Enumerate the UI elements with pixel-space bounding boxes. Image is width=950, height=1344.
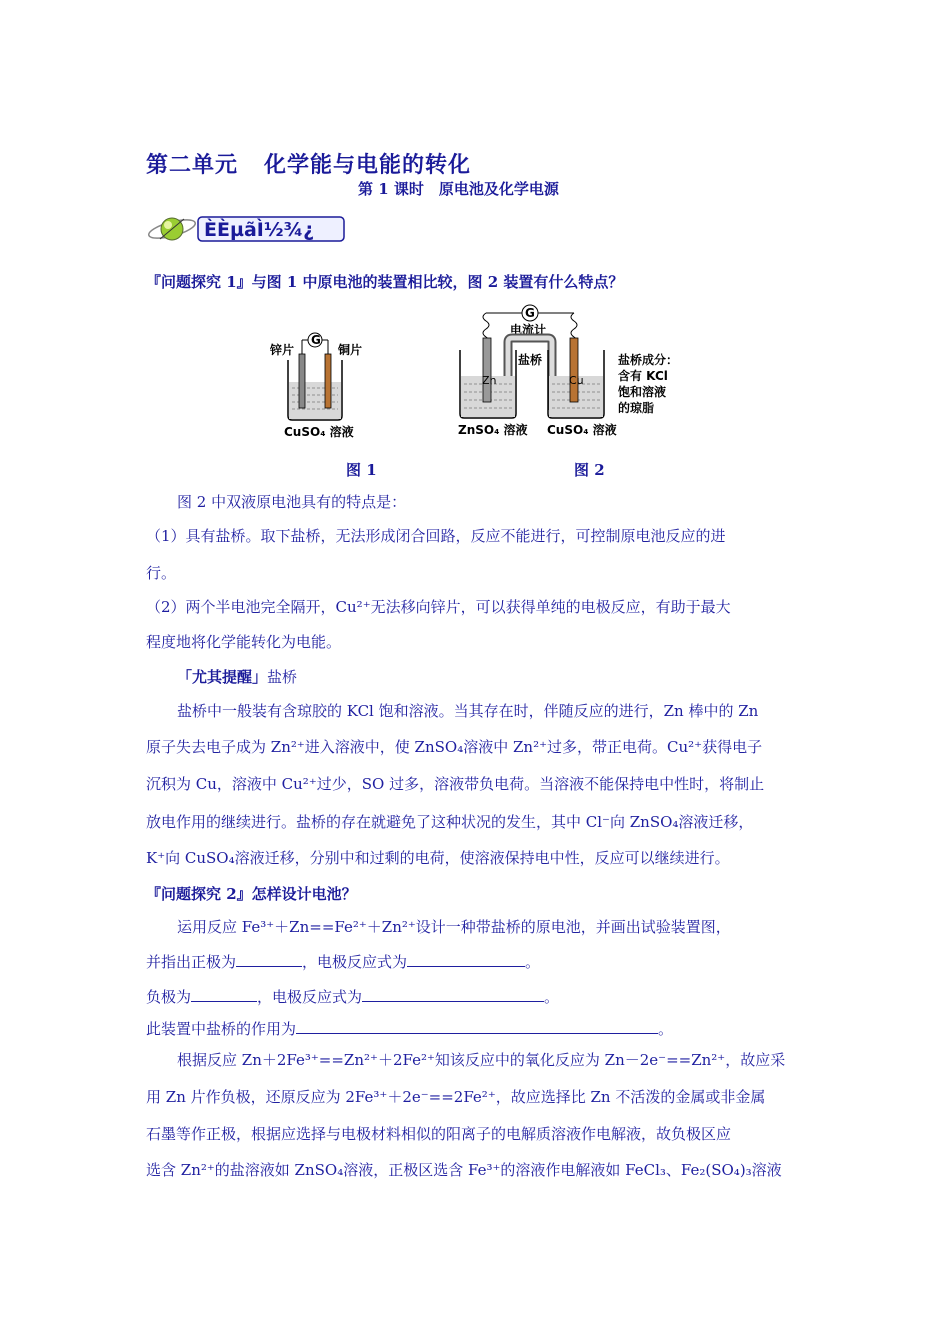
fig2-note-line-2: 含有 KCl [618,369,668,383]
answer-line: 选含 Zn²⁺的盐溶液如 ZnSO₄溶液，正极区选含 Fe³⁺的溶液作电解液如 FeCl₃、Fe₂(SO₄)₃溶液 [146,1161,782,1179]
lesson-title: 第 1 课时 原电池及化学电源 [358,180,559,198]
fig2-meter-label: G [525,306,535,320]
fig1-copper-label: 铜片 [338,343,363,357]
fill-text: 。 [658,1020,674,1038]
tip-topic: 盐桥 [267,668,298,686]
tip-line: 沉积为 Cu，溶液中 Cu²⁺过少，SO 过多，溶液带负电荷。当溶液不能保持电中性时，将制止 [146,775,765,793]
point-1-line-1: （1）具有盐桥。取下盐桥，无法形成闭合回路，反应不能进行，可控制原电池反应的进 [146,527,726,545]
tip-heading [177,667,297,687]
negative-reaction-blank[interactable] [362,985,544,1002]
unit-number: 第二单元 [146,152,239,178]
fig2-zinc-label: Zn [482,374,497,387]
answer-line: 石墨等作正极，根据应选择与电极材料相似的阳离子的电解质溶液作电解液，故负极区应 [146,1125,732,1143]
answer-line: 根据反应 Zn＋2Fe³⁺==Zn²⁺＋2Fe²⁺知该反应中的氧化反应为 Zn－2e⁻==Zn²⁺，故应采 [177,1051,786,1069]
negative-electrode-blank[interactable] [191,985,257,1002]
fig1-solution-label: CuSO₄ 溶液 [284,425,354,439]
hot-topic-banner [146,211,356,247]
point-1-line-2: 行。 [146,564,177,582]
fig2-note-line-3: 饱和溶液 [618,385,667,399]
fig2-note-line-1: 盐桥成分： [618,353,679,367]
fill-text: 负极为 [146,988,192,1006]
figure-2 [456,302,696,451]
fig1-zinc-label: 锌片 [270,343,295,357]
fig2-meter-caption: 电流计 [510,323,547,337]
tip-line: K⁺向 CuSO₄溶液迁移，分别中和过剩的电荷，使溶液保持电中性，反应可以继续进行。 [146,849,730,867]
answer-intro: 图 2 中双液原电池具有的特点是： [177,493,407,511]
fill-text: ，电极反应式为 [257,988,363,1006]
figure-1 [270,330,370,449]
fig1-meter-label: G [311,333,321,347]
fig2-right-solution: CuSO₄ 溶液 [547,423,617,437]
fig2-left-solution: ZnSO₄ 溶液 [458,423,528,437]
q2-prompt: 运用反应 Fe³⁺＋Zn==Fe²⁺＋Zn²⁺设计一种带盐桥的原电池，并画出试验装置图， [177,918,731,936]
figure-2-caption: 图 2 [574,461,605,479]
fill-line-3 [146,1017,673,1039]
tip-tag: 「尤其提醒」 [177,668,268,686]
fill-text: 。 [544,988,560,1006]
fig2-bridge-label: 盐桥 [518,353,543,367]
salt-bridge-role-blank[interactable] [296,1017,658,1034]
banner-label: ÈÈµãÌ½¾¿ [204,219,315,241]
question-1-title: 『问题探究 1』与图 1 中原电池的装置相比较，图 2 装置有什么特点？ [146,273,624,291]
fill-text: 此装置中盐桥的作用为 [146,1020,297,1038]
fig2-copper-label: Cu [569,374,584,387]
fill-text: 并指出正极为 [146,953,237,971]
fill-text: ，电极反应式为 [302,953,408,971]
fill-text: 。 [525,953,541,971]
point-2-line-1: （2）两个半电池完全隔开，Cu²⁺无法移向锌片，可以获得单纯的电极反应，有助于最大 [146,598,731,616]
unit-subtitle: 化学能与电能的转化 [264,152,472,178]
tip-line: 放电作用的继续进行。盐桥的存在就避免了这种状况的发生，其中 Cl⁻向 ZnSO₄溶液迁移， [146,813,754,831]
positive-electrode-blank[interactable] [236,950,302,967]
tip-line: 原子失去电子成为 Zn²⁺进入溶液中，使 ZnSO₄溶液中 Zn²⁺过多，带正电荷。Cu²⁺获得电子 [146,738,763,756]
banner-graphic [146,211,356,247]
question-2-title: 『问题探究 2』怎样设计电池？ [146,885,357,903]
fill-line-1 [146,950,540,972]
figure-1-caption: 图 1 [346,461,377,479]
point-2-line-2: 程度地将化学能转化为电能。 [146,633,342,651]
tip-line: 盐桥中一般装有含琼胶的 KCl 饱和溶液。当其存在时，伴随反应的进行，Zn 棒中的 Zn [177,702,759,720]
positive-reaction-blank[interactable] [407,950,525,967]
fill-line-2 [146,985,559,1007]
answer-line: 用 Zn 片作负极，还原反应为 2Fe³⁺＋2e⁻==2Fe²⁺，故应选择比 Zn 不活泼的金属或非金属 [146,1088,766,1106]
unit-title [146,148,471,179]
fig2-note-line-4: 的琼脂 [618,401,655,415]
